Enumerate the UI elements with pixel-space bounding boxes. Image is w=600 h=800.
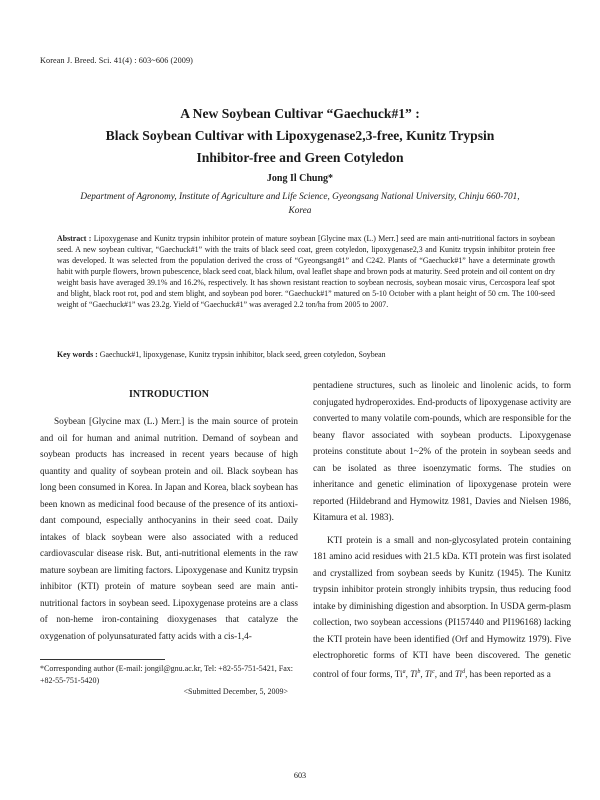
introduction-heading: INTRODUCTION [128, 389, 209, 400]
left-column [40, 388, 298, 644]
page-number: 603 [293, 771, 307, 780]
abstract [57, 233, 555, 310]
keywords [57, 349, 555, 360]
right-column [313, 377, 571, 682]
paper-title [40, 103, 560, 169]
title-line-1: A New Soybean Cultivar “Gaechuck#1” : [180, 106, 420, 121]
title-line-3: Inhibitor-free and Green Cotyledon [196, 150, 404, 165]
abstract-text: Lipoxygenase and Kunitz trypsin inhibitor protein of mature soybean [Glycine max (L.) Merr.] seed are main anti-nutritional factors in soybean seed. A new soybean cultivar, “Gaechuck#1” with the traits of black seed coat, green cotyledon, lipoxygenase2,3 and Kunitz trypsin inhibitor protein free was developed. It was selected from the population derived the cross of “Gyeongsang#1” and C242. Plants of “Gaechuck#1” have a determinate growth habit with purple flowers, brown pubescence, black seed coat, black hilum, oval leaflet shape and brown pods at maturity. Seed protein and oil content on dry weight basis have averaged 39.1% and 16.2%, respectively. It has shown resistant reaction to soybean necrosis, soybean mosaic virus, Cercospora leaf spot and blight, black root rot, pod and stem blight, and soybean pod borer. “Gaechuck#1” matured on 5-10 October with a plant height of 50 cm. The 100-seed weight of “Gaechuck#1” was 23.2g. Yield of “Gaechuck#1” was averaged 2.2 ton/ha from 2005 to 2007. [57, 234, 555, 309]
intro-paragraph-2-text: KTI protein is a small and non-glycosylated protein containing 181 amino acid residues with 21.5 kDa. KTI protein was first isolated and crystallized from soybean seeds by Kunitz (1945). The Kunitz trypsin inhibitor protein strongly inhibits trypsin, thus reducing food intake by diminishing digestion and absorption. In USDA germ-plasm collection, two soybean accessions (PI157440 and PI196168) lacking the KTI protein have been identified (Orf and Hymowitz 1979). Five electrophoretic forms of KTI have been discovered. The genetic control of four forms, Ti [313, 534, 571, 679]
keywords-label: Key words : [57, 350, 98, 359]
author-affiliation: Department of Agronomy, Institute of Agriculture and Life Science, Gyeongsang National University, Chinju 660-701, Korea [80, 192, 520, 216]
keywords-text: Gaechuck#1, lipoxygenase, Kunitz trypsin inhibitor, black seed, green cotyledon, Soybean [99, 350, 386, 359]
corresponding-author-note: *Corresponding author (E-mail: jongil@gnu.ac.kr, Tel: +82-55-751-5421, Fax: +82-55-751-5420) [40, 664, 294, 685]
journal-reference: Korean J. Breed. Sci. 41(4) : 603~606 (2009) [40, 56, 193, 65]
intro-paragraph-1: Soybean [Glycine max (L.) Merr.] is the main source of protein and oil for human and animal nutrition. Demand of soybean and soybean products has increased in recent years because of high quantity and quality of soybean protein and oil. Black soybean has long been consumed in Korea. In Japan and Korea, black soybean has been known as medicinal food because of the presence of its antioxi-dant compound, especially anthocyanins in their seed coat. Daily intakes of black soybean were also associated with a reduced cardiovascular disease risk. But, anti-nutritional elements in the raw mature soybean are limiting factors. Lipoxygenase and Kunitz trypsin inhibitor (KTI) protein of mature soybean seed are main anti-nutritional factors in soybean seed. Lipoxygenase proteins are a class of non-heme iron-containing dioxygenases that catalyze the oxygenation of polyunsaturated fatty acids with a cis-1,4- [40, 416, 298, 641]
intro-paragraph-1-continued: pentadiene structures, such as linoleic and linolenic acids, to form conjugated hydroperoxides. End-products of lipoxygenase activity are converted to many volatile com-pounds, which are responsible for the beany flavor associated with soybean products. Lipoxygenase proteins constitute about 1~2% of the protein in soybean seeds and can be isolated as three isoenzymatic forms. The studies on inheritance and genetic elimination of lipoxygenase protein were reported (Hildebrand and Hymowitz 1981, Davies and Nielsen 1986, Kitamura et al. 1983). [313, 380, 571, 522]
intro-paragraph-2: KTI protein is a small and non-glycosylated protein containing 181 amino acid residues with 21.5 kDa. KTI protein was first isolated and crystallized from soybean seeds by Kunitz (1945). The Kunitz trypsin inhibitor protein strongly inhibits trypsin, thus reducing food intake by diminishing digestion and absorption. In USDA germ-plasm collection, two soybean accessions (PI157440 and PI196168) lacking the KTI protein have been identified (Orf and Hymowitz 1979). Five electrophoretic forms of KTI have been discovered. The genetic control of four forms, Ti$^a$, Ti$^b$, Ti$^c$, and Ti$^d$, has been reported as a [313, 534, 571, 679]
author-name: Jong Il Chung* [266, 173, 334, 184]
footnote [40, 663, 298, 698]
footnote-divider [40, 659, 165, 660]
intro-paragraph-2-tail: has been reported as a [469, 668, 551, 679]
title-line-2: Black Soybean Cultivar with Lipoxygenase2,3-free, Kunitz Trypsin [105, 128, 495, 143]
abstract-label: Abstract : [57, 234, 92, 243]
submission-date: <Submitted December, 5, 2009> [183, 687, 288, 696]
